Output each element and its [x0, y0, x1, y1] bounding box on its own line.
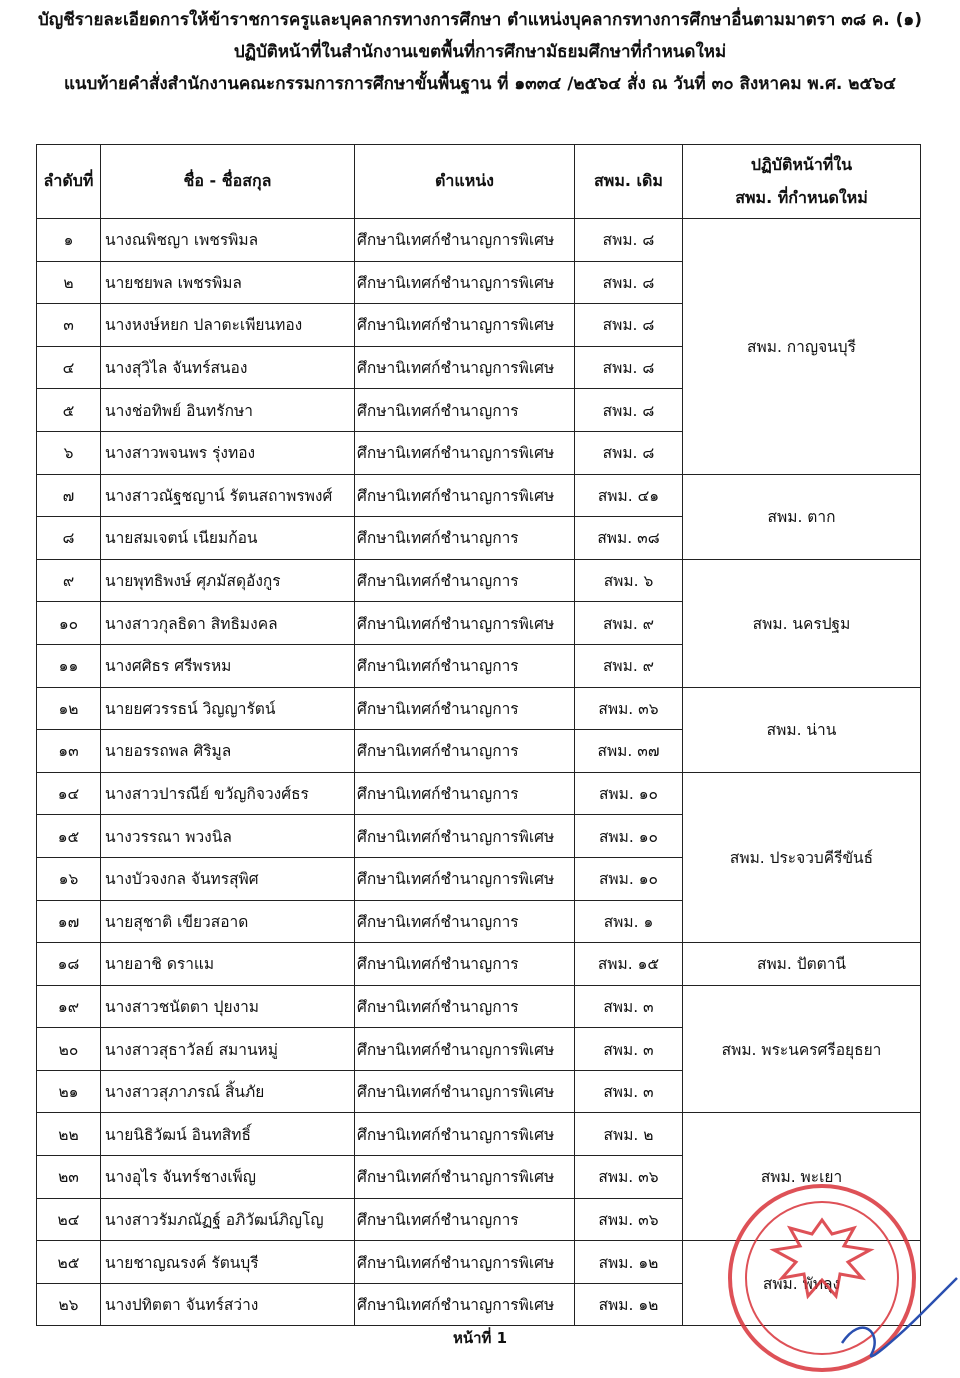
row-position: ศึกษานิเทศก์ชำนาญการ [355, 687, 575, 730]
row-number: ๔ [37, 346, 101, 389]
row-name: นางบัวจงกล จันทรสุพิศ [101, 857, 355, 900]
row-position: ศึกษานิเทศก์ชำนาญการพิเศษ [355, 261, 575, 304]
row-number: ๒๔ [37, 1198, 101, 1241]
row-original-office: สพม. ๑๕ [575, 943, 683, 986]
row-original-office: สพม. ๑๐ [575, 857, 683, 900]
row-name: นายยศวรรธน์ วิญญารัตน์ [101, 687, 355, 730]
table-row [37, 943, 921, 986]
row-position: ศึกษานิเทศก์ชำนาญการ [355, 772, 575, 815]
row-position: ศึกษานิเทศก์ชำนาญการพิเศษ [355, 346, 575, 389]
row-original-office: สพม. ๔๑ [575, 474, 683, 517]
row-destination-office: สพม. ประจวบคีรีขันธ์ [683, 772, 921, 942]
row-number: ๒๒ [37, 1113, 101, 1156]
row-number: ๑๘ [37, 943, 101, 986]
col-header-no: ลำดับที่ [37, 145, 101, 219]
row-position: ศึกษานิเทศก์ชำนาญการพิเศษ [355, 1283, 575, 1326]
row-original-office: สพม. ๘ [575, 304, 683, 347]
table-row [37, 772, 921, 815]
row-destination-office: สพม. พัทลุง [683, 1241, 921, 1326]
row-number: ๒๑ [37, 1070, 101, 1113]
row-original-office: สพม. ๓๗ [575, 730, 683, 773]
row-position: ศึกษานิเทศก์ชำนาญการ [355, 943, 575, 986]
row-number: ๒ [37, 261, 101, 304]
row-destination-office: สพม. กาญจนบุรี [683, 219, 921, 475]
row-number: ๗ [37, 474, 101, 517]
row-position: ศึกษานิเทศก์ชำนาญการพิเศษ [355, 602, 575, 645]
row-number: ๑๓ [37, 730, 101, 773]
table-row [37, 559, 921, 602]
row-original-office: สพม. ๓๖ [575, 687, 683, 730]
row-position: ศึกษานิเทศก์ชำนาญการพิเศษ [355, 857, 575, 900]
col-header-destination-line-2: สพม. ที่กำหนดใหม่ [735, 187, 868, 207]
row-destination-office: สพม. พระนครศรีอยุธยา [683, 985, 921, 1113]
row-original-office: สพม. ๘ [575, 346, 683, 389]
row-name: นางสาวณัฐชญาน์ รัตนสถาพรพงศ์ [101, 474, 355, 517]
page-number: หน้าที่ 1 [452, 1329, 508, 1347]
row-position: ศึกษานิเทศก์ชำนาญการพิเศษ [355, 815, 575, 858]
row-name: นายอรรถพล ศิริมูล [101, 730, 355, 773]
row-number: ๕ [37, 389, 101, 432]
col-header-original: สพม. เดิม [575, 145, 683, 219]
row-name: นางวรรณา พวงนิล [101, 815, 355, 858]
row-position: ศึกษานิเทศก์ชำนาญการพิเศษ [355, 219, 575, 262]
row-position: ศึกษานิเทศก์ชำนาญการพิเศษ [355, 1070, 575, 1113]
table-header-row [37, 145, 921, 219]
row-original-office: สพม. ๒ [575, 1113, 683, 1156]
row-position: ศึกษานิเทศก์ชำนาญการพิเศษ [355, 304, 575, 347]
row-number: ๑๑ [37, 644, 101, 687]
row-position: ศึกษานิเทศก์ชำนาญการ [355, 1198, 575, 1241]
row-number: ๑๔ [37, 772, 101, 815]
row-original-office: สพม. ๓ [575, 985, 683, 1028]
row-destination-office: สพม. ปัตตานี [683, 943, 921, 986]
row-name: นางสาวกุลธิดา สิทธิมงคล [101, 602, 355, 645]
row-number: ๑๕ [37, 815, 101, 858]
row-number: ๑๖ [37, 857, 101, 900]
row-original-office: สพม. ๘ [575, 261, 683, 304]
row-name: นายนิธิวัฒน์ อินทสิทธิ์ [101, 1113, 355, 1156]
row-original-office: สพม. ๓ [575, 1028, 683, 1071]
row-number: ๒๖ [37, 1283, 101, 1326]
row-name: นายอาชิ ดราแม [101, 943, 355, 986]
row-position: ศึกษานิเทศก์ชำนาญการพิเศษ [355, 1156, 575, 1199]
col-header-position: ตำแหน่ง [355, 145, 575, 219]
row-destination-office: สพม. ตาก [683, 474, 921, 559]
row-destination-office: สพม. น่าน [683, 687, 921, 772]
row-position: ศึกษานิเทศก์ชำนาญการ [355, 559, 575, 602]
row-original-office: สพม. ๓๖ [575, 1156, 683, 1199]
row-name: นางศศิธร ศรีพรหม [101, 644, 355, 687]
row-number: ๒๐ [37, 1028, 101, 1071]
row-name: นางสาวสุภาภรณ์ สิ้นภัย [101, 1070, 355, 1113]
row-position: ศึกษานิเทศก์ชำนาญการพิเศษ [355, 1241, 575, 1284]
row-original-office: สพม. ๘ [575, 219, 683, 262]
row-position: ศึกษานิเทศก์ชำนาญการพิเศษ [355, 474, 575, 517]
row-original-office: สพม. ๓ [575, 1070, 683, 1113]
row-name: นายชาญณรงค์ รัตนบุรี [101, 1241, 355, 1284]
row-number: ๒๓ [37, 1156, 101, 1199]
row-name: นางสุวิไล จันทร์สนอง [101, 346, 355, 389]
row-position: ศึกษานิเทศก์ชำนาญการ [355, 985, 575, 1028]
row-number: ๒๕ [37, 1241, 101, 1284]
row-original-office: สพม. ๑๐ [575, 772, 683, 815]
doc-title-line-1: บัญชีรายละเอียดการให้ข้าราชการครูและบุคลากรทางการศึกษา ตำแหน่งบุคลากรทางการศึกษาอื่นตามมาตรา ๓๘ ค. (๑) [37, 10, 922, 30]
row-position: ศึกษานิเทศก์ชำนาญการ [355, 644, 575, 687]
row-name: นายพุทธิพงษ์ ศุภมัสดุอังกูร [101, 559, 355, 602]
col-header-destination [683, 145, 921, 219]
col-header-name: ชื่อ - ชื่อสกุล [101, 145, 355, 219]
row-position: ศึกษานิเทศก์ชำนาญการพิเศษ [355, 1113, 575, 1156]
row-name: นายสุชาติ เขียวสอาด [101, 900, 355, 943]
row-number: ๙ [37, 559, 101, 602]
row-position: ศึกษานิเทศก์ชำนาญการ [355, 517, 575, 560]
row-name: นางสาวพจนพร รุ่งทอง [101, 431, 355, 474]
row-number: ๑๙ [37, 985, 101, 1028]
row-name: นางหงษ์หยก ปลาตะเพียนทอง [101, 304, 355, 347]
row-number: ๑๐ [37, 602, 101, 645]
row-original-office: สพม. ๓๘ [575, 517, 683, 560]
row-original-office: สพม. ๑๒ [575, 1241, 683, 1284]
table-row [37, 1241, 921, 1284]
doc-title-line-3: แนบท้ายคำสั่งสำนักงานคณะกรรมการการศึกษาขั้นพื้นฐาน ที่ ๑๓๓๔ /๒๕๖๔ สั่ง ณ วันที่ ๓๐ สิงหาคม พ.ศ. ๒๕๖๔ [63, 74, 897, 94]
row-name: นางสาวรัมภณัฏฐ์ อภิวัฒน์ภิญโญ [101, 1198, 355, 1241]
row-name: นางณพิชญา เพชรพิมล [101, 219, 355, 262]
table-row [37, 219, 921, 262]
row-number: ๘ [37, 517, 101, 560]
doc-title-line-2: ปฏิบัติหน้าที่ในสำนักงานเขตพื้นที่การศึกษามัธยมศึกษาที่กำหนดใหม่ [233, 42, 727, 62]
row-original-office: สพม. ๑๐ [575, 815, 683, 858]
row-original-office: สพม. ๘ [575, 389, 683, 432]
row-position: ศึกษานิเทศก์ชำนาญการ [355, 730, 575, 773]
row-original-office: สพม. ๑๒ [575, 1283, 683, 1326]
row-original-office: สพม. ๑ [575, 900, 683, 943]
row-destination-office: สพม. นครปฐม [683, 559, 921, 687]
row-name: นางสาวสุธาวัลย์ สมานหมู่ [101, 1028, 355, 1071]
row-position: ศึกษานิเทศก์ชำนาญการ [355, 900, 575, 943]
row-name: นางสาวชนัตตา ปุยงาม [101, 985, 355, 1028]
row-name: นายชยพล เพชรพิมล [101, 261, 355, 304]
row-original-office: สพม. ๓๖ [575, 1198, 683, 1241]
table-row [37, 474, 921, 517]
row-original-office: สพม. ๖ [575, 559, 683, 602]
row-name: นางสาวปารณีย์ ขวัญกิจวงศ์ธร [101, 772, 355, 815]
row-name: นางปทิตตา จันทร์สว่าง [101, 1283, 355, 1326]
row-original-office: สพม. ๙ [575, 644, 683, 687]
table-row [37, 985, 921, 1028]
row-destination-office: สพม. พะเยา [683, 1113, 921, 1241]
row-position: ศึกษานิเทศก์ชำนาญการ [355, 389, 575, 432]
row-name: นางช่อทิพย์ อินทรักษา [101, 389, 355, 432]
row-number: ๑๒ [37, 687, 101, 730]
table-row [37, 687, 921, 730]
table-row [37, 1113, 921, 1156]
row-number: ๑ [37, 219, 101, 262]
row-original-office: สพม. ๙ [575, 602, 683, 645]
personnel-table [36, 144, 921, 1326]
row-number: ๖ [37, 431, 101, 474]
col-header-destination-line-1: ปฏิบัติหน้าที่ใน [750, 154, 853, 174]
row-original-office: สพม. ๘ [575, 431, 683, 474]
row-name: นายสมเจตน์ เนียมก้อน [101, 517, 355, 560]
row-name: นางอุไร จันทร์ชางเพ็ญ [101, 1156, 355, 1199]
row-position: ศึกษานิเทศก์ชำนาญการพิเศษ [355, 431, 575, 474]
row-number: ๓ [37, 304, 101, 347]
row-position: ศึกษานิเทศก์ชำนาญการพิเศษ [355, 1028, 575, 1071]
row-number: ๑๗ [37, 900, 101, 943]
